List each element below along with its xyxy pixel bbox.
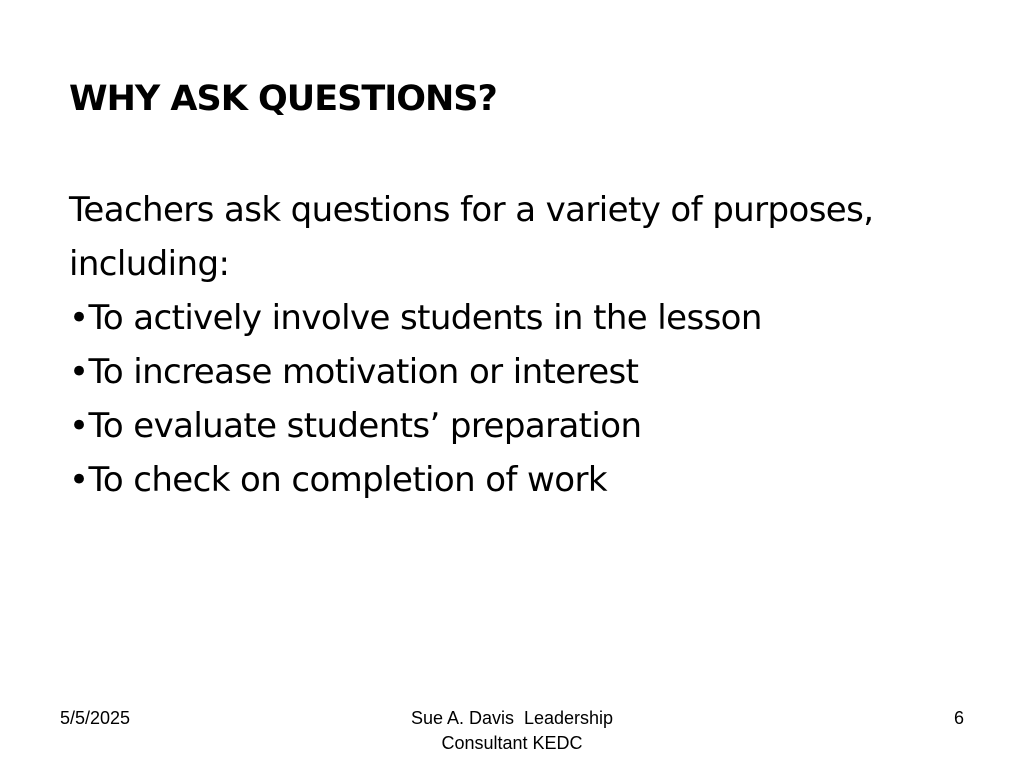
intro-text: Teachers ask questions for a variety of purposes, including: [69, 190, 874, 284]
footer-author-line: Sue A. Davis Leadership [410, 708, 614, 728]
bullet-item: •To check on completion of work [69, 460, 607, 500]
footer-author [362, 706, 662, 756]
bullet-item: •To increase motivation or interest [69, 352, 639, 392]
bullet-item: •To actively involve students in the lesson [69, 298, 762, 338]
page-number: 6 [953, 708, 964, 728]
bullet-item: •To evaluate students’ preparation [69, 406, 642, 446]
footer-date: 5/5/2025 [60, 708, 131, 728]
slide-body [69, 183, 999, 507]
slide-title: WHY ASK QUESTIONS? [69, 79, 497, 119]
footer-author-line: Consultant KEDC [441, 733, 583, 753]
bullet-list [69, 291, 999, 507]
